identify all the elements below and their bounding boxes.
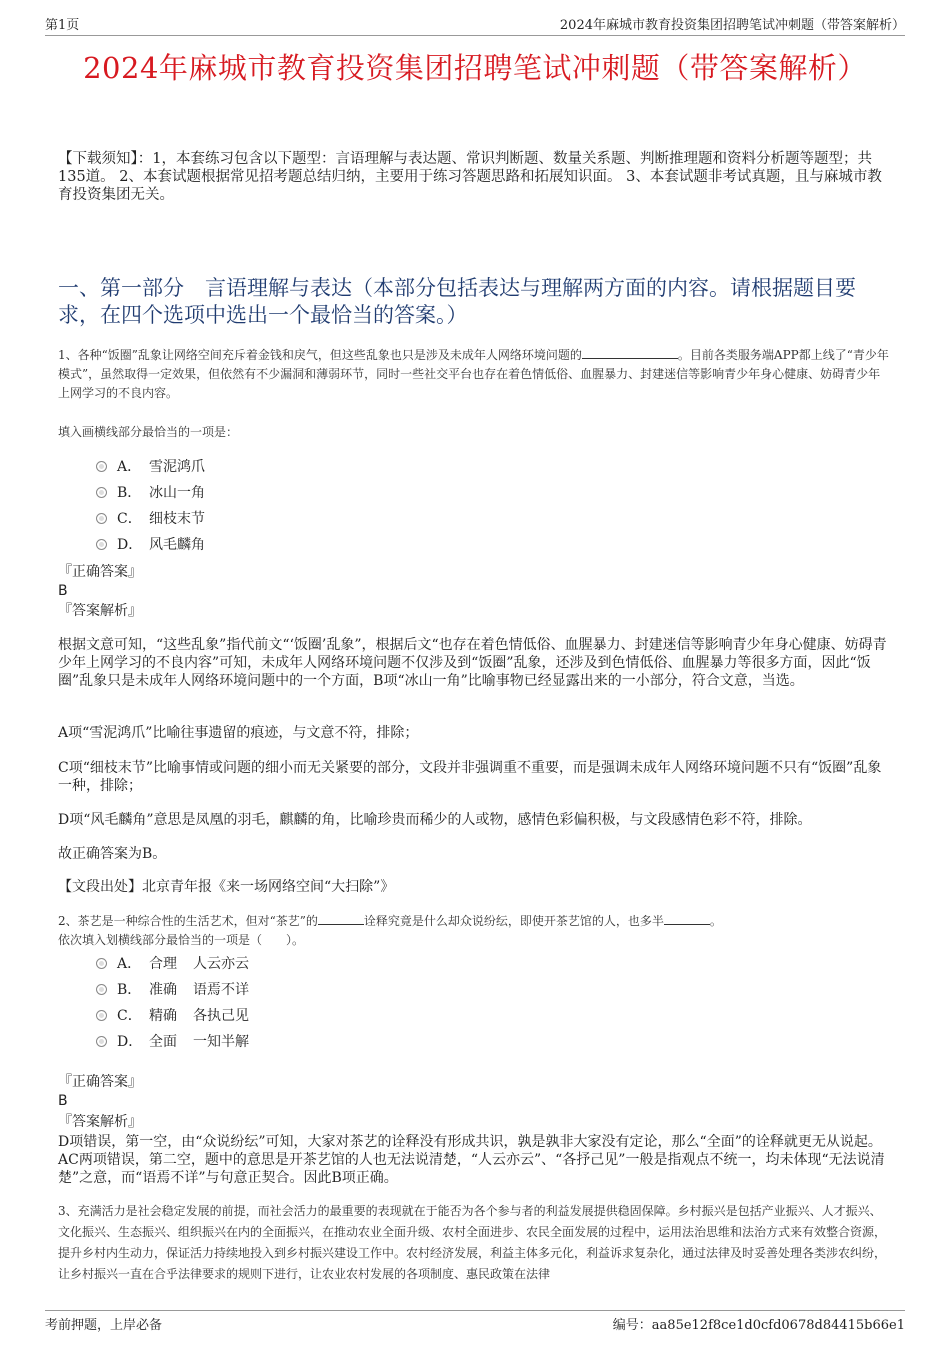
option-letter: D． [117,1034,143,1050]
answer-value: B [58,583,68,599]
fill-blank [582,358,678,359]
option-d[interactable] [96,1028,249,1054]
question-1-options [96,453,205,557]
option-letter: C． [117,1008,142,1024]
option-letter: A． [117,956,142,972]
document-id: 编号：aa85e12f8ce1d0cfd0678d84415b66e1 [612,1318,905,1333]
option-word-2: 各执己见 [193,1008,249,1024]
page-title: 2024年麻城市教育投资集团招聘笔试冲刺题（带答案解析） [83,51,867,85]
fill-blank [318,924,364,925]
radio-icon[interactable] [96,513,107,524]
page-footer [45,1310,905,1333]
download-notice: 【下载须知】：1，本套练习包含以下题型：言语理解与表达题、常识判断题、数量关系题、判断推理题和资料分析题等题型；共135道。 2、本套试题根据常见招考题总结归纳，主要用于练习答题思路和拓展知识面。 3、本套试题非考试真题，且与麻城市教育投资集团无关。 [58,151,882,203]
answer-label: 『正确答案』 [58,564,142,580]
option-c[interactable] [96,505,205,531]
option-word-1: 全面 [149,1034,177,1050]
question-1-stem-part1: 1、各种“饭圈”乱象让网络空间充斥着金钱和戾气，但这些乱象也只是涉及未成年人网络环境问题的 [58,348,582,362]
radio-icon[interactable] [96,1036,107,1047]
analysis-label: 『答案解析』 [58,603,142,619]
option-text: 风毛麟角 [149,537,205,553]
analysis-paragraph: D项“风毛麟角”意思是凤凰的羽毛，麒麟的角，比喻珍贵而稀少的人或物，感情色彩偏积极，与文段感情色彩不符，排除。 [58,812,812,828]
option-word-1: 合理 [149,956,177,972]
question-1-stem [58,346,890,403]
question-1-stem-part2: 。目前各类服务端APP都上线了“青少年模式”，虽然取得一定效果，但依然有不少漏洞和薄弱环节，同时一些社交平台也存在着色情低俗、血腥暴力、封建迷信等影响青少年身心健康、妨碍青少年上网学习的不良内容。 [58,348,889,400]
option-letter: A． [117,459,142,475]
radio-icon[interactable] [96,487,107,498]
answer-label: 『正确答案』 [58,1074,142,1090]
analysis-paragraph: D项错误，第一空，由“众说纷纭”可知，大家对茶艺的诠释没有形成共识，孰是孰非大家没有定论，那么“全面”的诠释就更无从说起。AC两项错误，第二空，题中的意思是开茶艺馆的人也无法说清楚，“人云亦云”、“各抒己见”一般是指观点不统一，均未体现“无法说清楚”之意，而“语焉不详”与句意正契合。因此B项正确。 [58,1134,885,1186]
option-letter: C． [117,511,142,527]
option-a[interactable] [96,950,249,976]
question-2-stem-part3: 。 [709,914,722,928]
radio-icon[interactable] [96,958,107,969]
option-word-2: 一知半解 [193,1034,249,1050]
analysis-paragraph: A项“雪泥鸿爪”比喻往事遗留的痕迹，与文意不符，排除； [58,725,419,741]
option-letter: D． [117,537,143,553]
analysis-paragraph: C项“细枝末节”比喻事情或问题的细小而无关紧要的部分，文段并非强调重不重要，而是强调未成年人网络环境问题不只有“饭圈”乱象一种，排除； [58,760,882,794]
fill-blank [664,924,710,925]
option-word-1: 精确 [149,1008,177,1024]
option-d[interactable] [96,531,205,557]
option-c[interactable] [96,1002,249,1028]
question-3-stem: 3、充满活力是社会稳定发展的前提，而社会活力的最重要的表现就在于能否为各个参与者的利益发展提供稳固保障。乡村振兴是包括产业振兴、人才振兴、文化振兴、生态振兴、组织振兴在内的全面振兴，在推动农业全面升级、农村全面进步、农民全面发展的过程中，运用法治思维和法治方式来有效整合资源，提升乡村内生动力，保证活力持续地投入到乡村振兴建设工作中。农村经济发展，利益主体多元化，利益诉求复杂化，通过法律及时妥善处理各类涉农纠纷，让乡村振兴一直在合乎法律要求的规则下进行，让农业农村发展的各项制度、惠民政策在法律 [58,1204,887,1281]
analysis-label: 『答案解析』 [58,1114,142,1130]
question-2-stem-part1: 2、茶艺是一种综合性的生活艺术，但对“茶艺”的 [58,914,318,928]
header-doc-title: 2024年麻城市教育投资集团招聘笔试冲刺题（带答案解析） [559,18,905,33]
page-number: 第1页 [45,18,80,33]
analysis-paragraph: 根据文意可知，“这些乱象”指代前文“‘饭圈’乱象”，根据后文“也存在着色情低俗、血腥暴力、封建迷信等影响青少年身心健康、妨碍青少年上网学习的不良内容”可知，未成年人网络环境问题不仅涉及到“饭圈”乱象，还涉及到色情低俗、血腥暴力等很多方面，因此“饭圈”乱象只是未成年人网络环境问题中的一个方面，B项“冰山一角”比喻事物已经显露出来的一小部分，符合文意，当选。 [58,637,887,689]
option-a[interactable] [96,453,205,479]
question-2-prompt: 依次填入划横线部分最恰当的一项是（ ）。 [58,933,305,947]
option-word-1: 准确 [149,982,177,998]
question-2-stem-part2: 诠释究竟是什么却众说纷纭，即使开茶艺馆的人，也多半 [363,914,664,928]
option-text: 细枝末节 [149,511,205,527]
radio-icon[interactable] [96,539,107,550]
option-text: 冰山一角 [149,485,205,501]
page-header [45,13,905,36]
radio-icon[interactable] [96,1010,107,1021]
analysis-conclusion: 故正确答案为B。 [58,846,167,862]
question-1-prompt: 填入画横线部分最恰当的一项是： [58,425,239,439]
option-b[interactable] [96,479,205,505]
option-word-2: 语焉不详 [193,982,249,998]
option-letter: B． [117,982,142,998]
question-2-stem [58,912,890,931]
section-heading: 一、第一部分 言语理解与表达（本部分包括表达与理解两方面的内容。请根据题目要求，在四个选项中选出一个最恰当的答案。） [58,276,856,327]
radio-icon[interactable] [96,461,107,472]
option-letter: B． [117,485,142,501]
option-b[interactable] [96,976,249,1002]
source-citation: 【文段出处】北京青年报《来一场网络空间“大扫除”》 [58,879,395,895]
option-word-2: 人云亦云 [193,956,249,972]
question-2-options [96,950,249,1054]
radio-icon[interactable] [96,984,107,995]
answer-value: B [58,1093,68,1109]
option-text: 雪泥鸿爪 [149,459,205,475]
footer-slogan: 考前押题，上岸必备 [45,1318,163,1333]
